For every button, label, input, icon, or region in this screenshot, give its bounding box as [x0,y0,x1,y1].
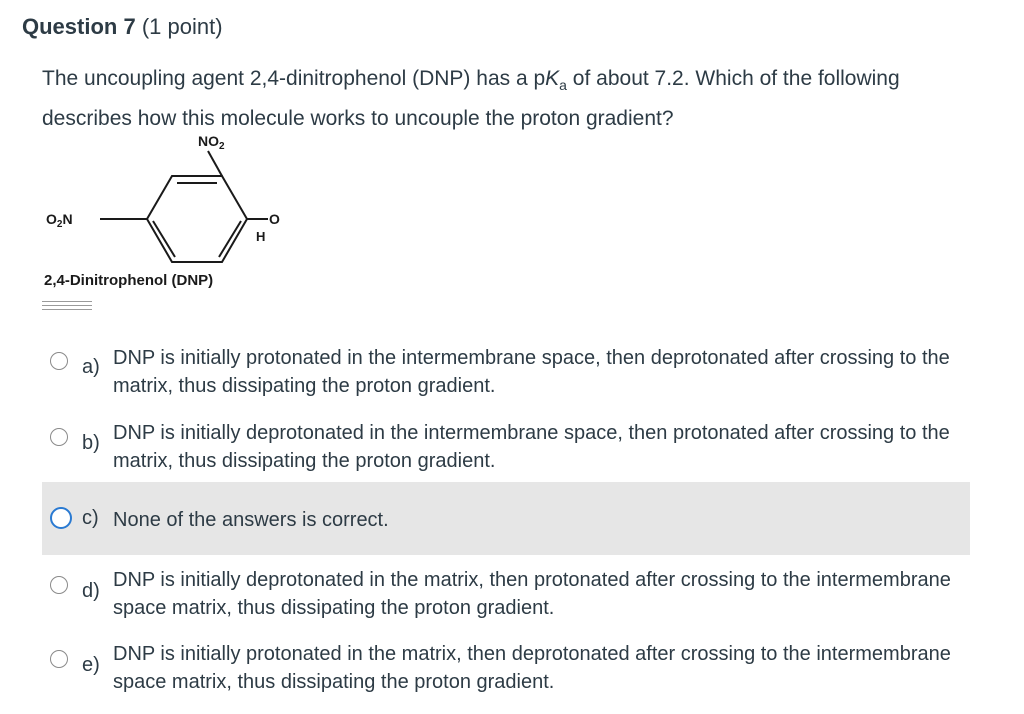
radio-e[interactable] [50,650,68,668]
molecule-caption: 2,4-Dinitrophenol (DNP) [44,272,214,289]
question-name: Question 7 [22,14,136,39]
question-points: (1 point) [141,14,223,39]
hydroxyl-hydrogen: H [256,229,266,244]
answer-letter: c) [82,507,99,529]
benzene-ring [147,176,247,262]
nitro-group-top: $NO_2$ [198,133,225,152]
question-text [42,62,982,135]
answer-text: DNP is initially deprotonated in the matrix, then protonated after crossing to the intermembrane space matrix, thus dissipating the proton gradient. [113,569,951,619]
answer-a[interactable] [42,344,970,406]
answer-text: DNP is initially protonated in the matrix, then deprotonated after crossing to the intermembrane space matrix, thus dissipating the proton gradient. [113,643,951,693]
answer-d[interactable] [42,566,970,628]
answer-letter: d) [82,580,100,602]
radio-a[interactable] [50,352,68,370]
answer-b[interactable] [42,419,970,481]
answer-text: None of the answers is correct. [113,509,389,531]
hydroxyl-oxygen: O [269,211,280,227]
question-header [22,14,223,40]
answer-text: DNP is initially protonated in the intermembrane space, then deprotonated after crossing to the matrix, thus dissipating the proton gradient. [113,347,950,397]
pk-symbol: K [545,67,560,90]
answer-letter: a) [82,356,100,378]
pk-subscript: a [559,77,567,94]
answer-letter: b) [82,432,100,454]
question-text-part1: The uncoupling agent 2,4-dinitrophenol (DNP) has a p [42,67,546,90]
radio-b[interactable] [50,428,68,446]
bond-top [208,151,222,176]
answer-text: DNP is initially deprotonated in the intermembrane space, then protonated after crossing to the matrix, thus dissipating the proton gradient. [113,422,950,472]
question-text-part2: of about 7.2. Which of the following describes how this molecule works to uncouple the proton gradient? [42,67,900,131]
answer-c[interactable] [42,482,970,555]
nitro-group-left: $O_2N$ [46,211,73,230]
answer-e[interactable] [42,640,970,702]
answer-letter: e) [82,654,100,676]
copyright-stamp [42,298,92,312]
radio-c[interactable] [50,507,72,529]
radio-d[interactable] [50,576,68,594]
